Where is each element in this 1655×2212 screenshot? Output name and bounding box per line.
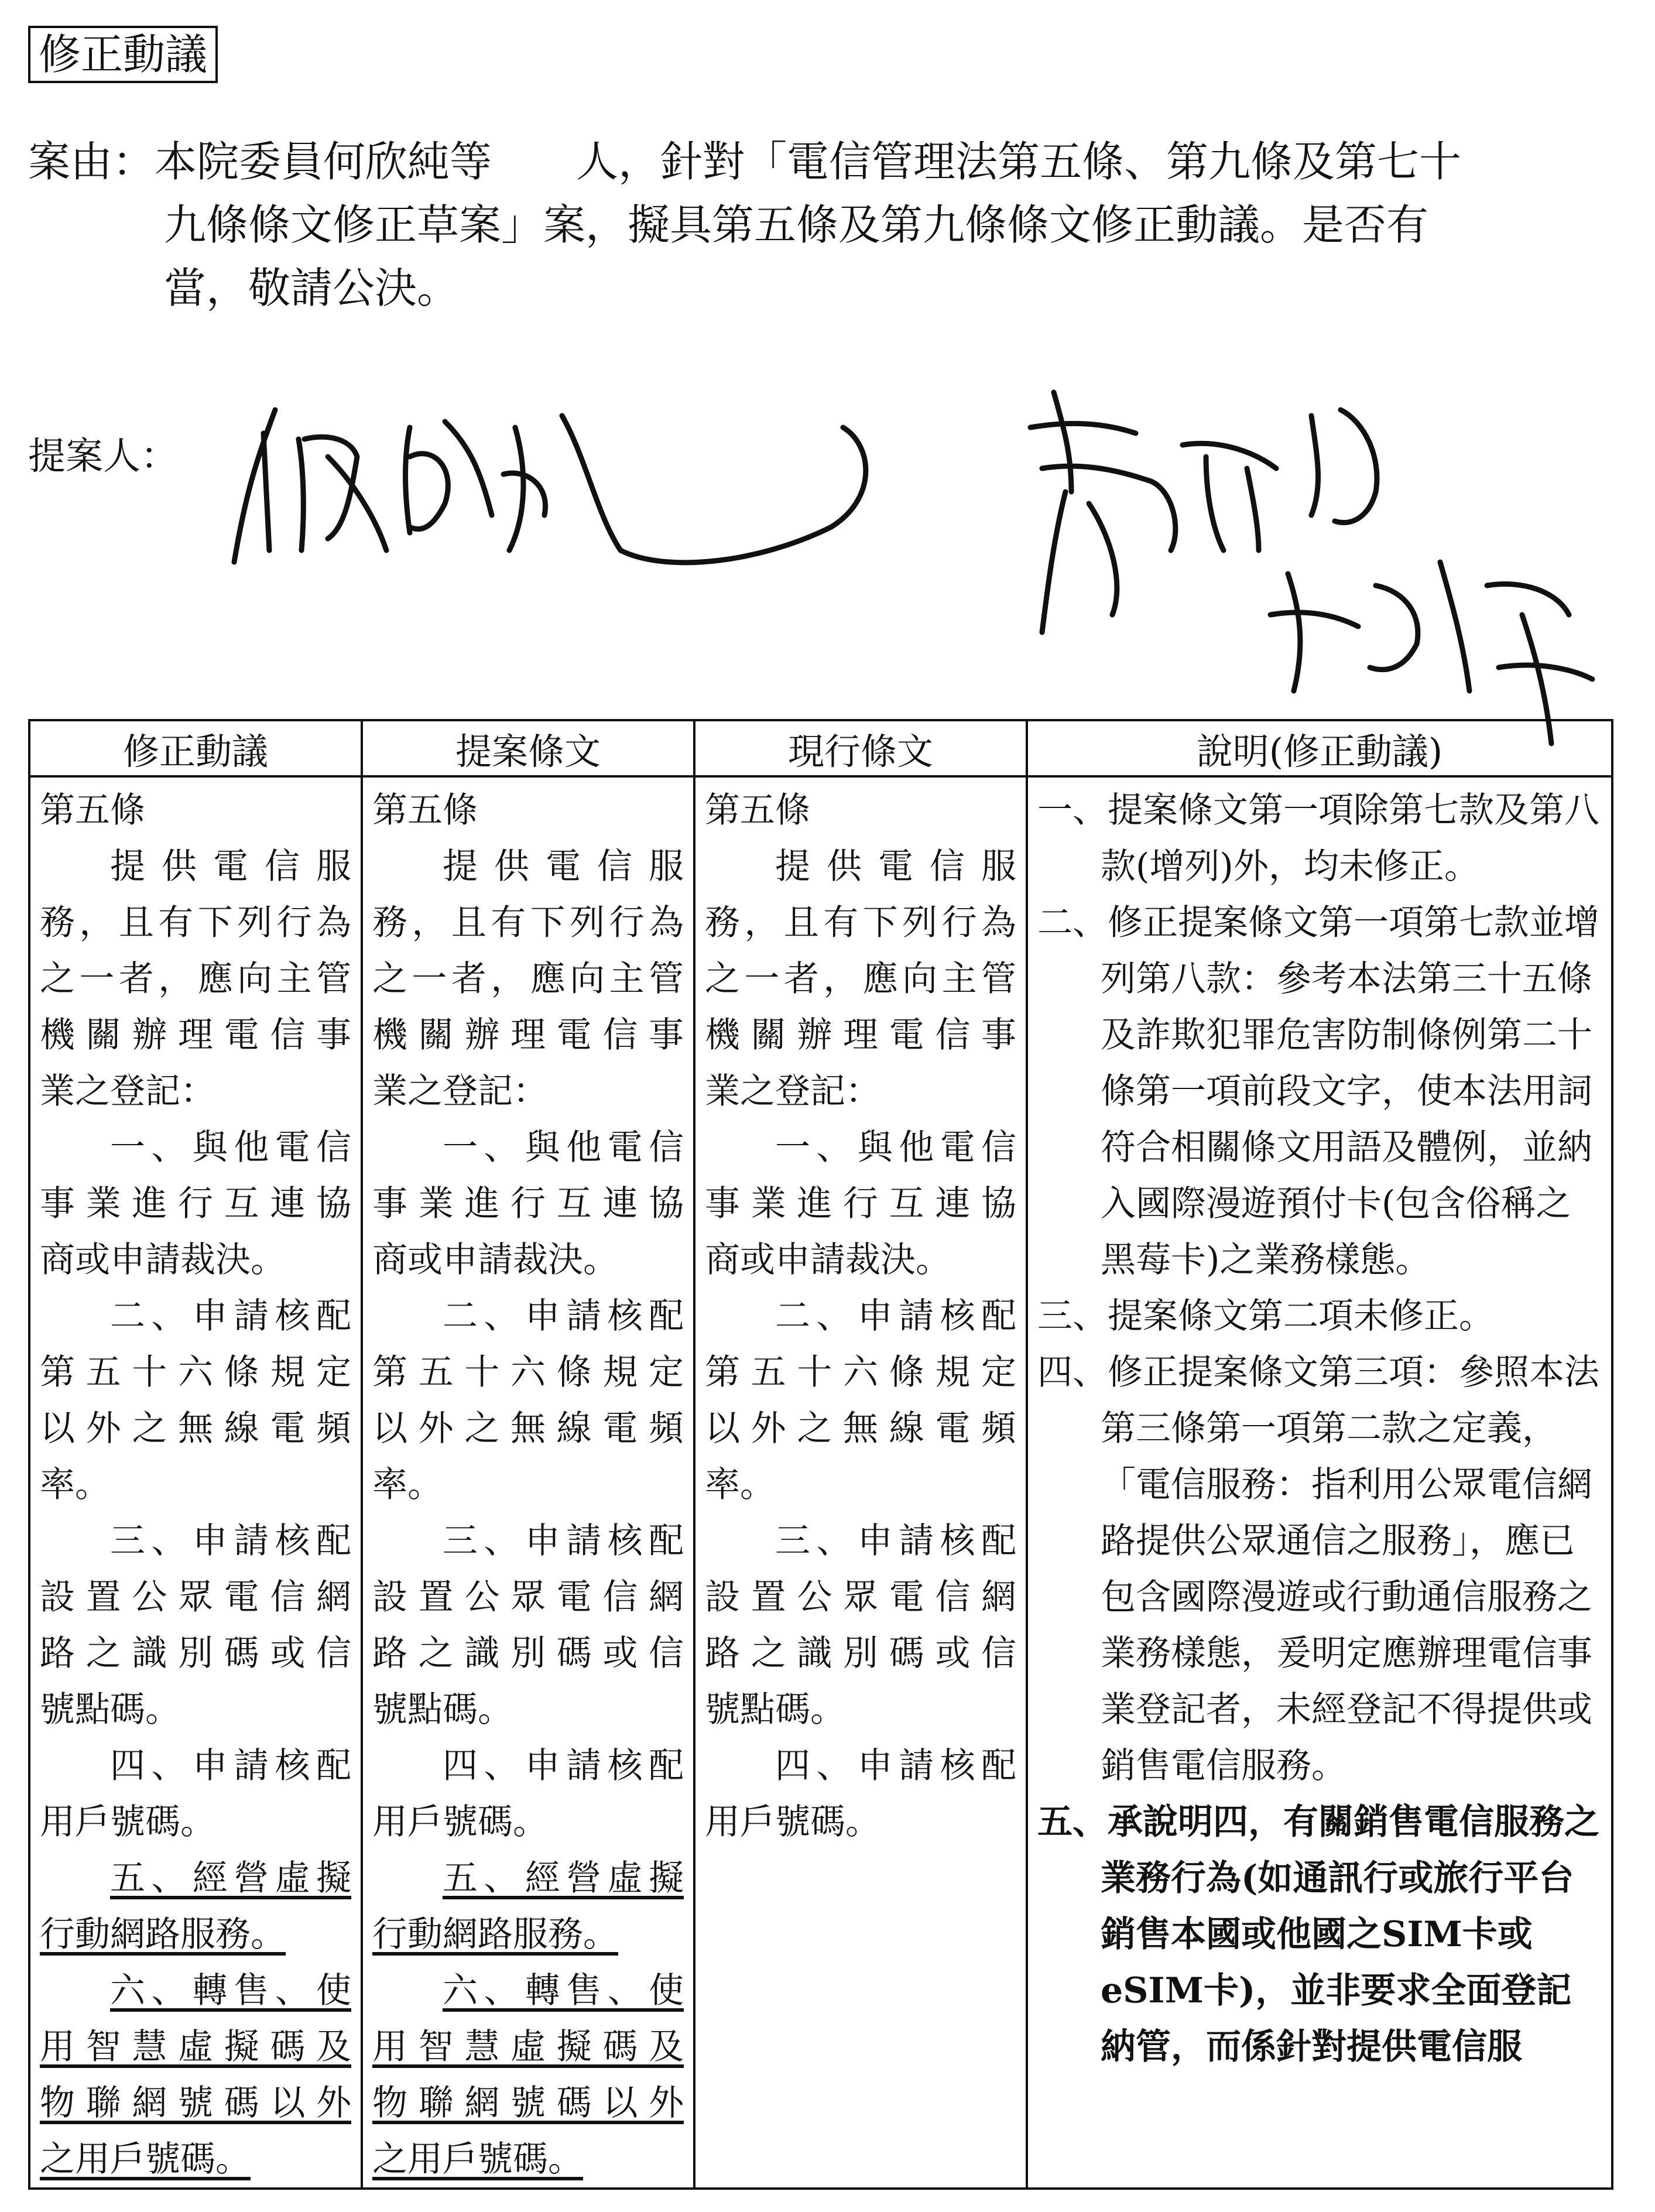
explanation-item-2: 二、修正提案條文第一項第七款並增列第八款：參考本法第三十五條及詐欺犯罪危害防制條例第二十條第一項前段文字，使本法用詞符合相關條文用語及體例，並納入國際漫遊預付卡(包含俗稱之黑莓卡)之業務樣態。 bbox=[1037, 902, 1599, 1280]
case-line-2: 九條條文修正草案」案，擬具第五條及第九條條文修正動議。是否有 bbox=[164, 200, 1429, 249]
case-summary bbox=[28, 130, 1597, 320]
explanation-item-1: 一、提案條文第一項除第七款及第八款(增列)外，均未修正。 bbox=[1037, 790, 1599, 887]
header-explanation: 說明(修正動議) bbox=[1027, 720, 1612, 776]
header-current: 現行條文 bbox=[694, 720, 1027, 776]
explanation-item-4: 四、修正提案條文第三項：參照本法第三條第一項第二款之定義，「電信服務：指利用公眾電信網路提供公眾通信之服務」，應已包含國際漫遊或行動通信服務之業務樣態，爰明定應辦理電信事業登記者，未經登記不得提供或銷售電信服務。 bbox=[1037, 1352, 1599, 1786]
explanation-item-3: 三、提案條文第二項未修正。 bbox=[1037, 1296, 1494, 1337]
explanation-cell bbox=[1027, 776, 1612, 2189]
table-header-row bbox=[29, 720, 1612, 776]
signature-1 bbox=[234, 410, 866, 563]
document-type-stamp: 修正動議 bbox=[28, 26, 218, 83]
header-amendment: 修正動議 bbox=[29, 720, 362, 776]
proposed-cell: 第五條 提供電信服 務，且有下列行為 之一者，應向主管 機關辦理電信事 業之登記： 一、與他電信 事業進行互連協 商或申請裁決。 二、申請核配 第五十六條規定 以外之無線電頻 率。 三、申請核配 設置公眾電信網 路之識別碼或信 號點碼。 四、申請核配 用戶號碼。 五、經營虛擬 行動網路服務。 六、轉售、使 用智慧虛擬碼及 物聯網號碼以外 之用戶號碼。 bbox=[362, 776, 694, 2189]
proposer-label: 提案人： bbox=[28, 435, 178, 478]
signature-3 bbox=[1270, 562, 1592, 744]
amendment-table bbox=[28, 719, 1613, 2190]
case-label: 案由： bbox=[28, 137, 155, 186]
explanation-item-5: 五、承說明四，有關銷售電信服務之業務行為(如通訊行或旅行平台銷售本國或他國之SIM卡或eSIM卡)，並非要求全面登記納管，而係針對提供電信服 bbox=[1037, 1802, 1599, 2067]
case-line-1: 案由：本院委員何欣純等 人，針對「電信管理法第五條、第九條及第七十 bbox=[28, 137, 1462, 186]
table-row bbox=[29, 776, 1612, 2189]
signature-2 bbox=[1030, 392, 1377, 632]
case-line-3: 當，敬請公決。 bbox=[164, 263, 460, 313]
amendment-cell: 第五條 提供電信服 務，且有下列行為 之一者，應向主管 機關辦理電信事 業之登記： 一、與他電信 事業進行互連協 商或申請裁決。 二、申請核配 第五十六條規定 以外之無線電頻 率。 三、申請核配 設置公眾電信網 路之識別碼或信 號點碼。 四、申請核配 用戶號碼。 五、經營虛擬 行動網路服務。 六、轉售、使 用智慧虛擬碼及 物聯網號碼以外 之用戶號碼。 bbox=[29, 776, 362, 2189]
handwritten-signatures bbox=[0, 340, 1655, 749]
header-proposed: 提案條文 bbox=[362, 720, 694, 776]
current-cell: 第五條 提供電信服 務，且有下列行為 之一者，應向主管 機關辦理電信事 業之登記： 一、與他電信 事業進行互連協 商或申請裁決。 二、申請核配 第五十六條規定 以外之無線電頻 率。 三、申請核配 設置公眾電信網 路之識別碼或信 號點碼。 四、申請核配 用戶號碼。 bbox=[694, 776, 1027, 2189]
